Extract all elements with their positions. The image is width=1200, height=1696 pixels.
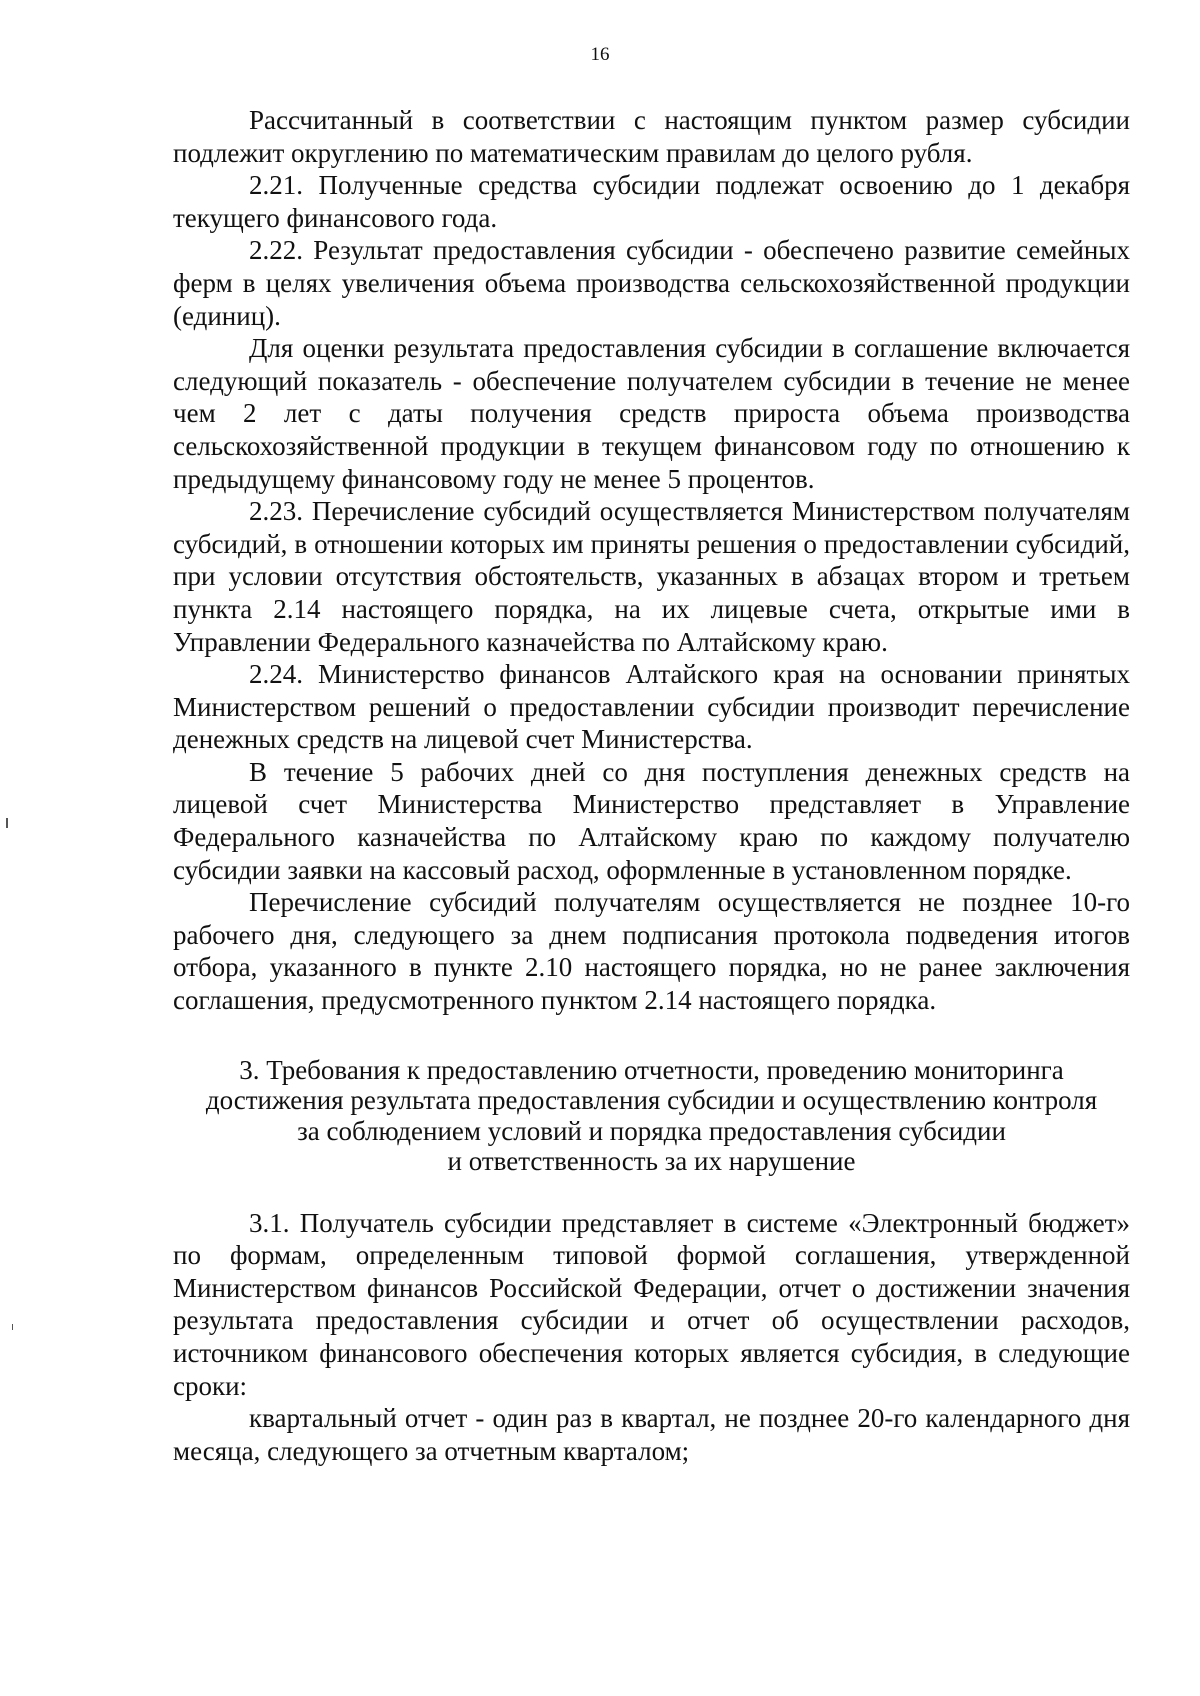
paragraph-2-24: 2.24. Министерство финансов Алтайского края на основании принятых Министерством решений о предоставлении субсидии производит перечисление денежных средств на лицевой счет Министерства. — [173, 659, 1130, 755]
paragraph-2-22: 2.22. Результат предоставления субсидии - обеспечено развитие семейных ферм в целях увеличения объема производства сельскохозяйственной продукции (единиц). — [173, 235, 1130, 331]
section-heading — [173, 1055, 1130, 1177]
paragraph-indicator: Для оценки результата предоставления субсидии в соглашение включается следующий показатель - обеспечение получателем субсидии в течение не менее чем 2 лет с даты получения средств прироста объема производства сельскохозяйственной продукции в текущем финансовом году по отношению к предыдущему финансовому году не менее 5 процентов. — [173, 333, 1130, 494]
spacer — [173, 1177, 1130, 1207]
spacer — [173, 1017, 1130, 1055]
section-heading-line: за соблюдением условий и порядка предоставления субсидии — [297, 1115, 1006, 1146]
paragraph-cash-requests: В течение 5 рабочих дней со дня поступления денежных средств на лицевой счет Министерства Министерство представляет в Управление Федерального казначейства по Алтайскому краю по каждому получателю субсидии заявки на кассовый расход, оформленные в установленном порядке. — [173, 756, 1130, 885]
paragraph-2-23: 2.23. Перечисление субсидий осуществляется Министерством получателям субсидий, в отношении которых им приняты решения о предоставлении субсидий, при условии отсутствия обстоятельств, указанных в абзацах втором и третьем пункта 2.14 настоящего порядка, на их лицевые счета, открытые ими в Управлении Федерального казначейства по Алтайскому краю. — [173, 496, 1130, 657]
paragraph-transfer-deadline: Перечисление субсидий получателям осуществляется не позднее 10-го рабочего дня, следующего за днем подписания протокола подведения итогов отбора, указанного в пункте 2.10 настоящего порядка, но не ранее заключения соглашения, предусмотренного пунктом 2.14 настоящего порядка. — [173, 887, 1130, 1016]
paragraph-3-1: 3.1. Получатель субсидии представляет в системе «Электронный бюджет» по формам, определенным типовой формой соглашения, утвержденной Министерством финансов Российской Федерации, отчет о достижении значения результата предоставления субсидии и отчет об осуществлении расходов, источником финансового обеспечения которых является субсидия, в следующие сроки: — [173, 1207, 1130, 1401]
section-heading-line: и ответственность за их нарушение — [447, 1146, 856, 1177]
section-heading-line: достижения результата предоставления субсидии и осуществлению контроля — [205, 1085, 1098, 1116]
scan-artifact — [6, 818, 8, 828]
section-heading-line: 3. Требования к предоставлению отчетности, проведению мониторинга — [239, 1054, 1064, 1085]
scan-artifact — [12, 1324, 13, 1330]
paragraph-2-21: 2.21. Полученные средства субсидии подлежат освоению до 1 декабря текущего финансового года. — [173, 170, 1130, 233]
document-body — [173, 104, 1130, 1467]
paragraph-rounding: Рассчитанный в соответствии с настоящим пунктом размер субсидии подлежит округлению по математическим правилам до целого рубля. — [173, 105, 1130, 168]
page-number: 16 — [590, 44, 610, 65]
paragraph-quarterly-report: квартальный отчет - один раз в квартал, не позднее 20-го календарного дня месяца, следующего за отчетным кварталом; — [173, 1403, 1130, 1466]
